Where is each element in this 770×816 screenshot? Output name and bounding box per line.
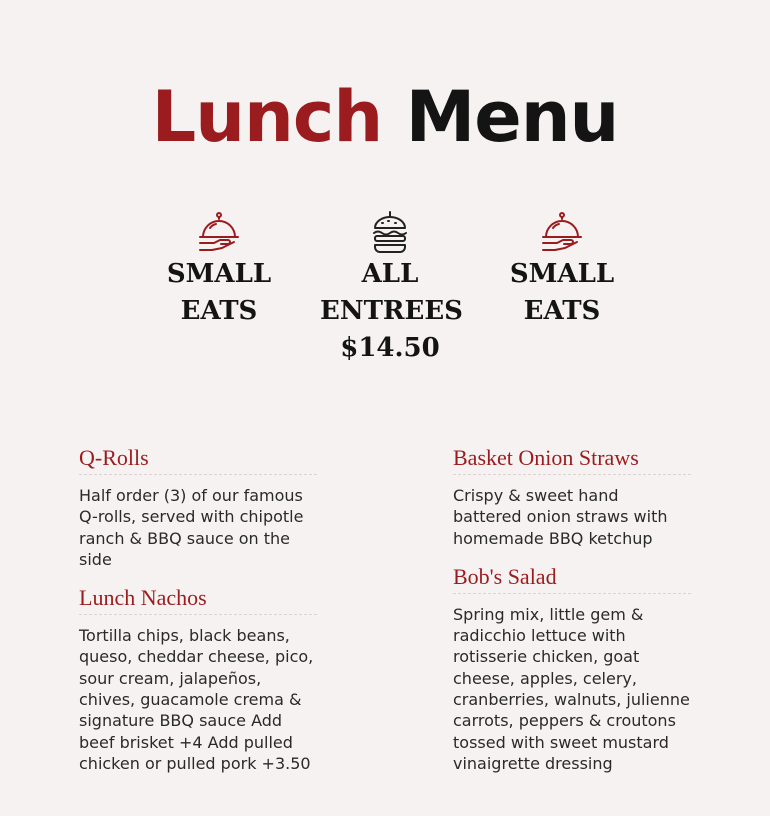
title-menu: Menu bbox=[405, 75, 619, 158]
menu-item-description: Tortilla chips, black beans, queso, cheddar cheese, pico, sour cream, jalapeños, chives, guacamole crema & signature BBQ sauce Add beef brisket +4 Add pulled chicken or pulled pork +3.50 bbox=[79, 626, 314, 773]
category-small-eats-left bbox=[124, 210, 314, 330]
menu-item-q-rolls bbox=[79, 444, 317, 570]
menu-item-name: Lunch Nachos bbox=[79, 584, 317, 615]
menu-item-description: Spring mix, little gem & radicchio lettuce with rotisserie chicken, goat cheese, apples, celery, cranberries, walnuts, julienne carrots, peppers & croutons tossed with sweet mustard vinaigrette dressing bbox=[453, 604, 690, 773]
category-all-entrees bbox=[295, 210, 485, 367]
menu-column-right bbox=[453, 444, 691, 788]
menu-item-bobs-salad bbox=[453, 563, 691, 774]
category-small-eats-right bbox=[467, 210, 657, 330]
category-label: SMALL EATS bbox=[166, 259, 272, 326]
menu-item-description: Half order (3) of our famous Q-rolls, served with chipotle ranch & BBQ sauce on the side bbox=[79, 486, 304, 569]
menu-item-name: Bob's Salad bbox=[453, 563, 691, 594]
serving-dish-icon bbox=[540, 210, 584, 254]
category-label: SMALL EATS bbox=[509, 259, 615, 326]
menu-item-description: Crispy & sweet hand battered onion straws with homemade BBQ ketchup bbox=[453, 486, 668, 548]
category-label: ALL ENTREES $14.50 bbox=[320, 259, 463, 363]
title-lunch: Lunch bbox=[151, 75, 383, 158]
menu-column-left bbox=[79, 444, 317, 788]
menu-item-basket-onion-straws bbox=[453, 444, 691, 549]
menu-item-lunch-nachos bbox=[79, 584, 317, 774]
page-title bbox=[0, 75, 770, 159]
menu-item-name: Q-Rolls bbox=[79, 444, 317, 475]
serving-dish-icon bbox=[197, 210, 241, 254]
burger-icon bbox=[368, 210, 412, 254]
menu-item-name: Basket Onion Straws bbox=[453, 444, 691, 475]
